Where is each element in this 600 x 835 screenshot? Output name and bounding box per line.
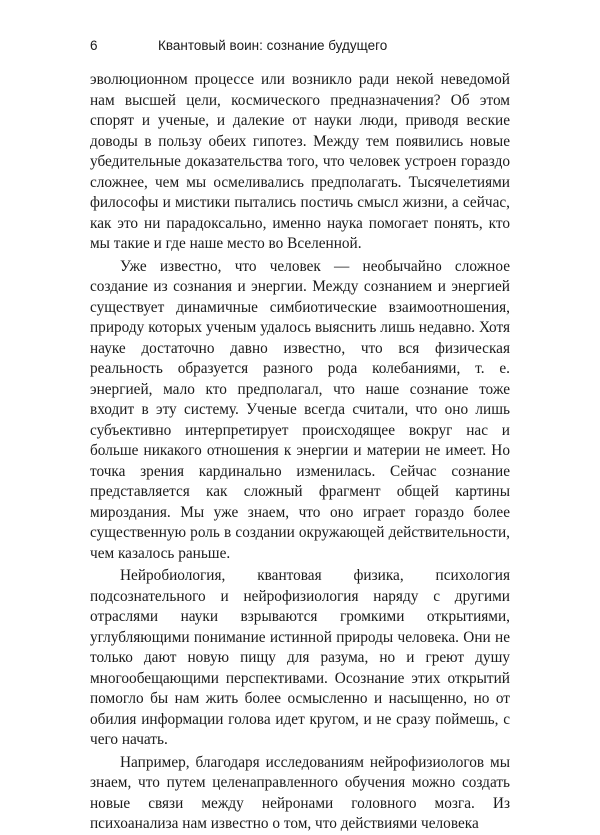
paragraph: Нейробиология, квантовая физика, психология подсознательного и нейрофизиология наряду с другими отраслями науки взрываются громкими открытиями, углубляющими понимание истинной природы человека. Они не только дают новую пищу для разума, но и греют душу многообещающими перспективами. Осознание этих открытий помогло бы нам жить более осмысленно и насыщенно, но от обилия информации голова идет кругом, и не сразу поймешь, с чего начать. bbox=[90, 567, 510, 748]
running-header bbox=[90, 38, 510, 60]
page-number: 6 bbox=[90, 38, 98, 53]
paragraph-continued: эволюционном процессе или возникло ради некой неведомой нам высшей цели, космического предназначения? Об этом спорят и ученые, и далекие от науки люди, приводя веские доводы в пользу обеих гипотез. Между тем появились новые убедительные доказательства того, что человек устроен гораздо сложнее, чем мы осмеливались предполагать. Тысячелетиями философы и мистики пытались постичь смысл жизни, а сейчас, как это ни парадоксально, именно наука помогает понять, кто мы такие и где наше место во Вселенной. bbox=[90, 71, 510, 252]
paragraph: Например, благодаря исследованиям нейрофизиологов мы знаем, что путем целенаправленного обучения можно создать новые связи между нейронами головного мозга. Из психоанализа нам известно о том, что действиями человека bbox=[90, 753, 510, 832]
body-text bbox=[90, 70, 510, 835]
paragraph: Уже известно, что человек — необычайно сложное создание из сознания и энергии. Между сознанием и энергией существует динамичные симбиотические взаимоотношения, природу которых ученым удалось выяснить лишь недавно. Хотя науке достаточно давно известно, что вся физическая реальность образуется разного рода колебаниями, т. е. энергией, мало кто предполагал, что наше сознание тоже входит в эту систему. Ученые всегда считали, что оно лишь субъективно интерпретирует происходящее вокруг нас и больше никакого отношения к энергии и материи не имеет. Но точка зрения кардинально изменилась. Сейчас сознание представляется как сложный фрагмент общей картины мироздания. Мы уже знаем, что оно играет гораздо более существенную роль в создании окружающей действительности, чем казалось раньше. bbox=[90, 257, 510, 562]
running-title: Квантовый воин: сознание будущего bbox=[158, 38, 388, 53]
